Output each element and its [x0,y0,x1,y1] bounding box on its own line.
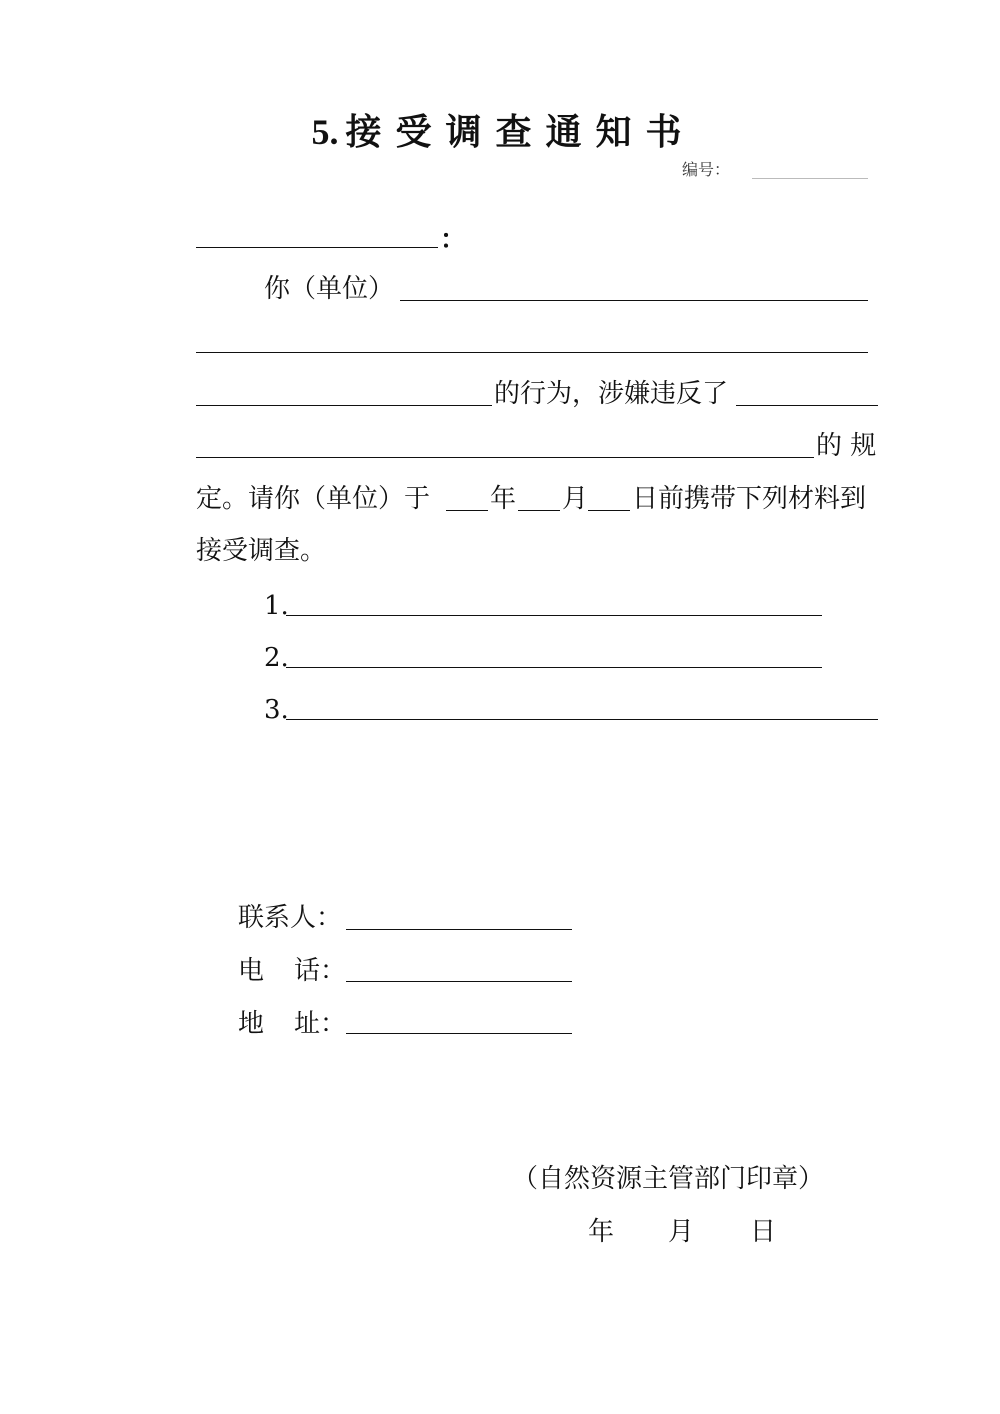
behavior-blank[interactable] [196,405,492,406]
title-char: 接 [345,111,382,153]
recipient-colon: ： [440,225,467,255]
contact-person-blank[interactable] [346,929,572,930]
footer-month-label: 月 [668,1217,695,1247]
recipient-blank[interactable] [196,247,438,248]
serial-number-label: 编号： [682,160,731,179]
title-char: 知 [595,111,632,153]
month-label: 月 [562,484,589,514]
violated-law-blank[interactable] [736,405,878,406]
contact-person-label: 联系人： [238,903,343,933]
document-title [0,108,1000,156]
address-blank[interactable] [346,1033,572,1034]
year-label: 年 [490,484,517,514]
material-item-blank[interactable] [286,667,822,668]
title-number: 5. [311,112,339,152]
footer-year-label: 年 [588,1217,615,1247]
title-char: 调 [445,111,482,153]
year-blank[interactable] [446,510,488,511]
title-char: 查 [495,111,532,153]
footer-day-label: 日 [750,1217,777,1247]
address-label-part: 地 [238,1009,265,1039]
title-char: 通 [545,111,582,153]
serial-number-field[interactable] [752,178,868,179]
phone-label-part: 电 [238,956,265,986]
material-item-label: 1. [264,591,289,621]
title-char: 受 [395,111,432,153]
body-line5-text: 定。请你（单位）于 [196,484,431,514]
party-name-blank[interactable] [400,300,868,301]
party-detail-blank[interactable] [196,352,868,353]
body-line3-text: 的行为，涉嫌违反了 [494,379,729,409]
body-line6-text: 接受调查。 [196,536,327,566]
phone-label-part: 话： [294,956,347,986]
material-item-blank[interactable] [286,615,822,616]
title-char: 书 [645,111,682,153]
phone-blank[interactable] [346,981,572,982]
day-blank[interactable] [588,510,630,511]
address-label-part: 址： [294,1009,347,1039]
material-item-label: 3. [264,695,289,725]
violated-rule-blank[interactable] [196,457,814,458]
material-item-label: 2. [264,643,289,673]
material-item-blank[interactable] [286,719,878,720]
month-blank[interactable] [518,510,560,511]
body-line5-rest: 日前携带下列材料到 [632,484,867,514]
seal-caption: （自然资源主管部门印章） [512,1164,825,1194]
body-line4-text: 的 规 [816,431,877,461]
body-line1-prefix: 你（单位） [264,274,395,304]
